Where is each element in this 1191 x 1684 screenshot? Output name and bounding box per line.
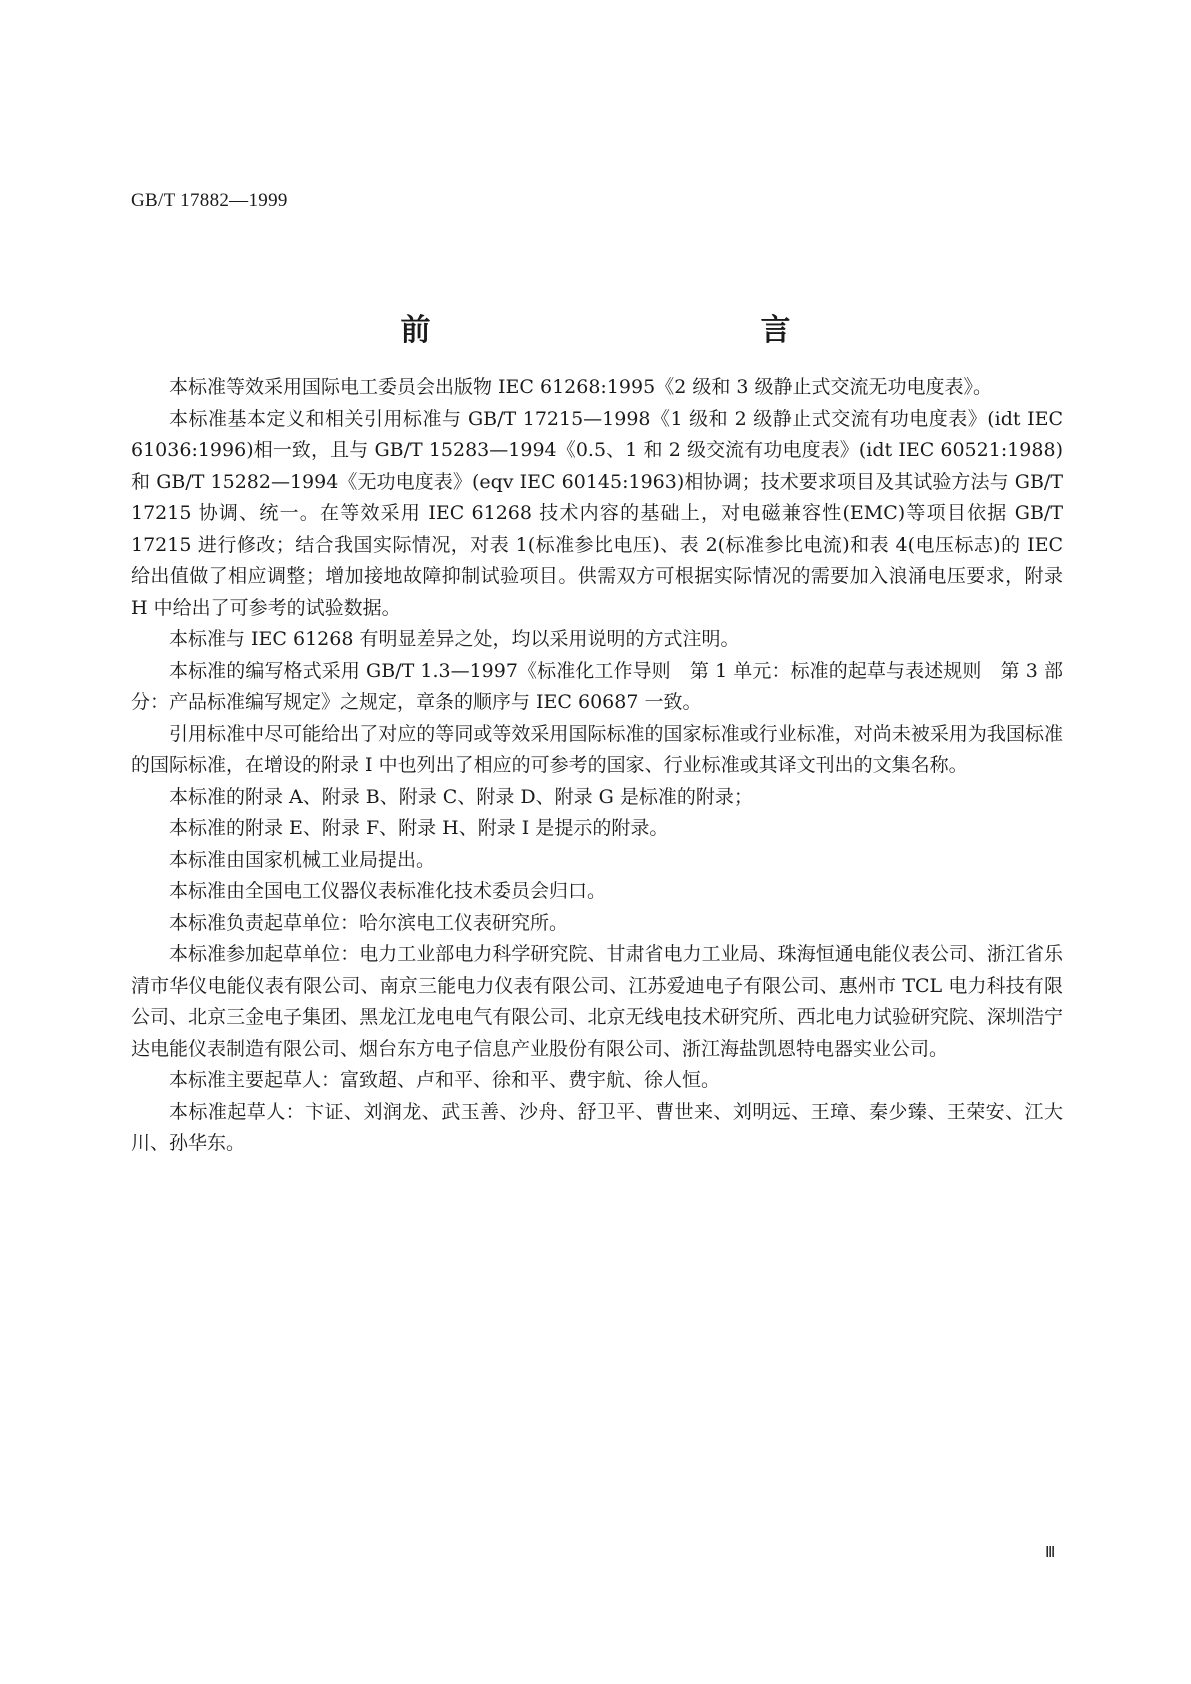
paragraph: 本标准由国家机械工业局提出。 <box>169 848 436 871</box>
paragraph: 本标准起草人：卞证、刘润龙、武玉善、沙舟、舒卫平、曹世来、刘明远、王璋、秦少臻、王荣安、江大川、孙华东。 <box>131 1100 1063 1154</box>
paragraph: 本标准等效采用国际电工委员会出版物 IEC 61268:1995《2 级和 3 级静止式交流无功电度表》。 <box>169 376 992 398</box>
paragraph: 本标准的编写格式采用 GB/T 1.3—1997《标准化工作导则 第 1 单元：标准的起草与表述规则 第 3 部分：产品标准编写规定》之规定，章条的顺序与 IEC 60687 一致。 <box>131 659 1063 713</box>
paragraph: 本标准主要起草人：富致超、卢和平、徐和平、费宇航、徐人恒。 <box>169 1069 721 1091</box>
paragraph: 本标准负责起草单位：哈尔滨电工仪表研究所。 <box>169 911 569 934</box>
paragraph: 本标准的附录 A、附录 B、附录 C、附录 D、附录 G 是标准的附录； <box>169 785 753 808</box>
paragraph: 本标准参加起草单位：电力工业部电力科学研究院、甘肃省电力工业局、珠海恒通电能仪表公司、浙江省乐清市华仪电能仪表有限公司、南京三能电力仪表有限公司、江苏爱迪电子有限公司、惠州市 TCL 电力科技有限公司、北京三金电子集团、黑龙江龙电电气有限公司、北京无线电技术研究所、西北电力试验研究院、深圳浩宁达电能仪表制造有限公司、烟台东方电子信息产业股份有限公司、浙江海盐凯恩特电器实业公司。 <box>131 943 1063 1060</box>
paragraph: 本标准的附录 E、附录 F、附录 H、附录 I 是提示的附录。 <box>169 817 669 839</box>
page-number: Ⅲ <box>1045 1545 1056 1561</box>
paragraph: 本标准由全国电工仪器仪表标准化技术委员会归口。 <box>169 880 607 902</box>
page-title: 前 言 <box>400 313 881 348</box>
paragraph: 引用标准中尽可能给出了对应的等同或等效采用国际标准的国家标准或行业标准，对尚未被采用为我国标准的国际标准，在增设的附录 I 中也列出了相应的可参考的国家、行业标准或其译文刊出的文集名称。 <box>131 722 1063 776</box>
foreword-body <box>131 372 1063 1160</box>
paragraph: 本标准基本定义和相关引用标准与 GB/T 17215—1998《1 级和 2 级静止式交流有功电度表》(idt IEC 61036:1996)相一致，且与 GB/T 15283—1994《0.5、1 和 2 级交流有功电度表》(idt IEC 60521:1988)和 GB/T 15282—1994《无功电度表》(eqv IEC 60145:1963)相协调；技术要求项目及其试验方法与 GB/T 17215 协调、统一。在等效采用 IEC 61268 技术内容的基础上，对电磁兼容性(EMC)等项目依据 GB/T 17215 进行修改；结合我国实际情况，对表 1(标准参比电压)、表 2(标准参比电流)和表 4(电压标志)的 IEC 给出值做了相应调整；增加接地故障抑制试验项目。供需双方可根据实际情况的需要加入浪涌电压要求，附录 H 中给出了可参考的试验数据。 <box>131 407 1063 619</box>
standard-code: GB/T 17882—1999 <box>131 190 288 211</box>
paragraph: 本标准与 IEC 61268 有明显差异之处，均以采用说明的方式注明。 <box>169 628 740 650</box>
